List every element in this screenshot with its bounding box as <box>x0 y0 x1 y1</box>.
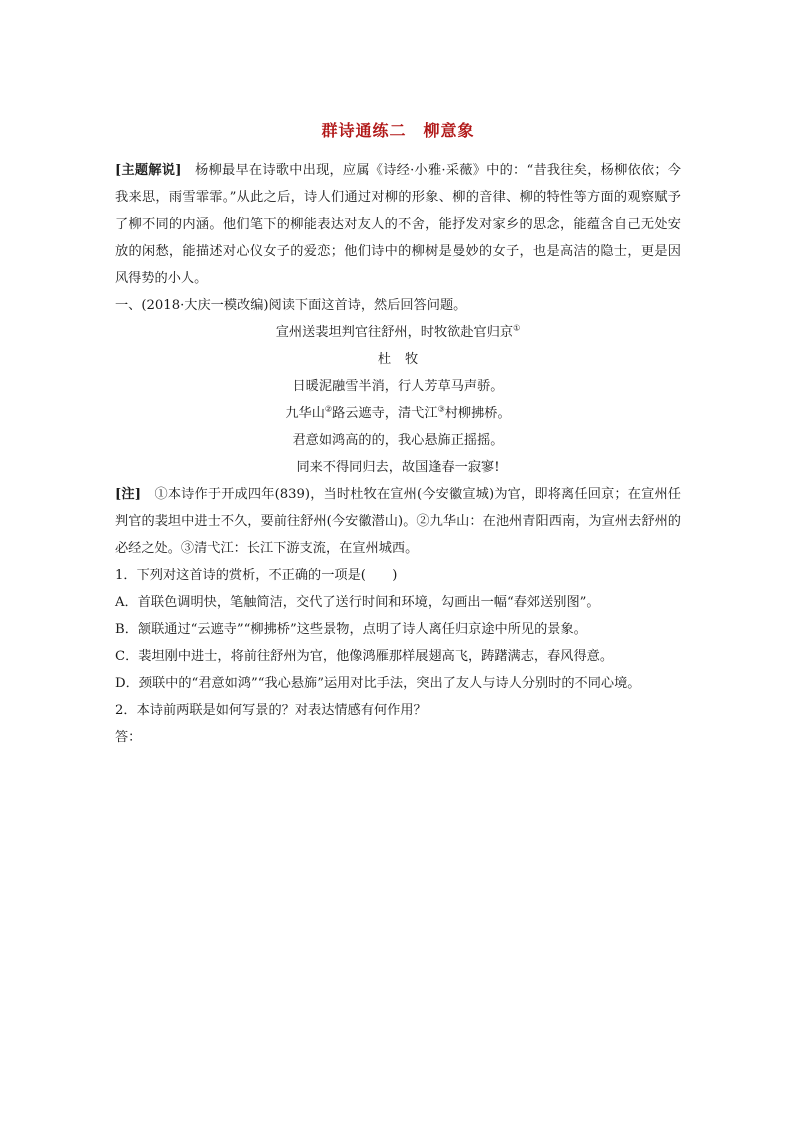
note-tag: [注] <box>115 487 141 502</box>
option-d: D．颈联中的“君意如鸿”“我心悬旆”运用对比手法，突出了友人与诗人分别时的不同心境。 <box>115 676 641 691</box>
poem-title: 宣州送裴坦判官往舒州，时牧欲赴官归京① <box>275 323 521 340</box>
question-1: 1．下列对这首诗的赏析，不正确的一项是( ) <box>115 568 398 583</box>
option-b: B．颔联通过“云遮寺”“柳拂桥”这些景物，点明了诗人离任归京途中所见的景象。 <box>115 622 587 637</box>
intro-tag: [主题解说] <box>115 163 182 178</box>
note-text: ①本诗作于开成四年(839)，当时杜牧在宣州(今安徽宣城)为官，即将离任回京；在宣州任判官的裴坦中进士不久，要前往舒州(今安徽潜山)。②九华山：在池州青阳西南，为宣州去舒州的必经之处。③清弋江：长江下游支流，在宣州城西。 <box>115 487 681 556</box>
option-a: A．首联色调明快，笔触简洁，交代了送行时间和环境，勾画出一幅“春郊送别图”。 <box>115 595 600 610</box>
poem-line-4: 同来不得同归去，故国逢春一寂寥! <box>296 460 500 475</box>
intro-text: 杨柳最早在诗歌中出现，应属《诗经·小雅·采薇》中的：“昔我往矣，杨柳依依；今我来思，雨雪霏霏。”从此之后，诗人们通过对柳的形象、柳的音律、柳的特性等方面的观察赋予了柳不同的内涵。他们笔下的柳能表达对友人的不舍，能抒发对家乡的思念，能蕴含自己无处安放的闲愁，能描述对心仪女子的爱恋；他们诗中的柳树是曼妙的女子，也是高洁的隐士，更是因风得势的小人。 <box>115 163 681 286</box>
note-paragraph <box>115 481 681 562</box>
intro-paragraph <box>115 157 681 292</box>
page-title: 群诗通练二 柳意象 <box>321 121 475 140</box>
option-c: C．裴坦刚中进士，将前往舒州为官，他像鸿雁那样展翅高飞，踌躇满志，春风得意。 <box>115 649 614 664</box>
poem-line-1: 日暖泥融雪半消，行人芳草马声骄。 <box>292 379 504 394</box>
footnote-marker: ③ <box>437 404 445 414</box>
poem-line-2: 九华山②路云遮寺，清弋江③村柳拂桥。 <box>285 404 511 421</box>
poem <box>115 319 681 481</box>
document-page <box>115 118 681 751</box>
section-heading: 一、(2018·大庆一模改编)阅读下面这首诗，然后回答问题。 <box>115 298 467 313</box>
poem-line-3: 君意如鸿高的的，我心悬旆正摇摇。 <box>292 433 504 448</box>
footnote-marker: ② <box>324 404 333 414</box>
poem-author: 杜牧 <box>377 352 433 367</box>
answer-label: 答： <box>115 730 142 745</box>
question-2: 2．本诗前两联是如何写景的？对表达情感有何作用？ <box>115 703 427 718</box>
footnote-marker: ① <box>513 323 521 333</box>
